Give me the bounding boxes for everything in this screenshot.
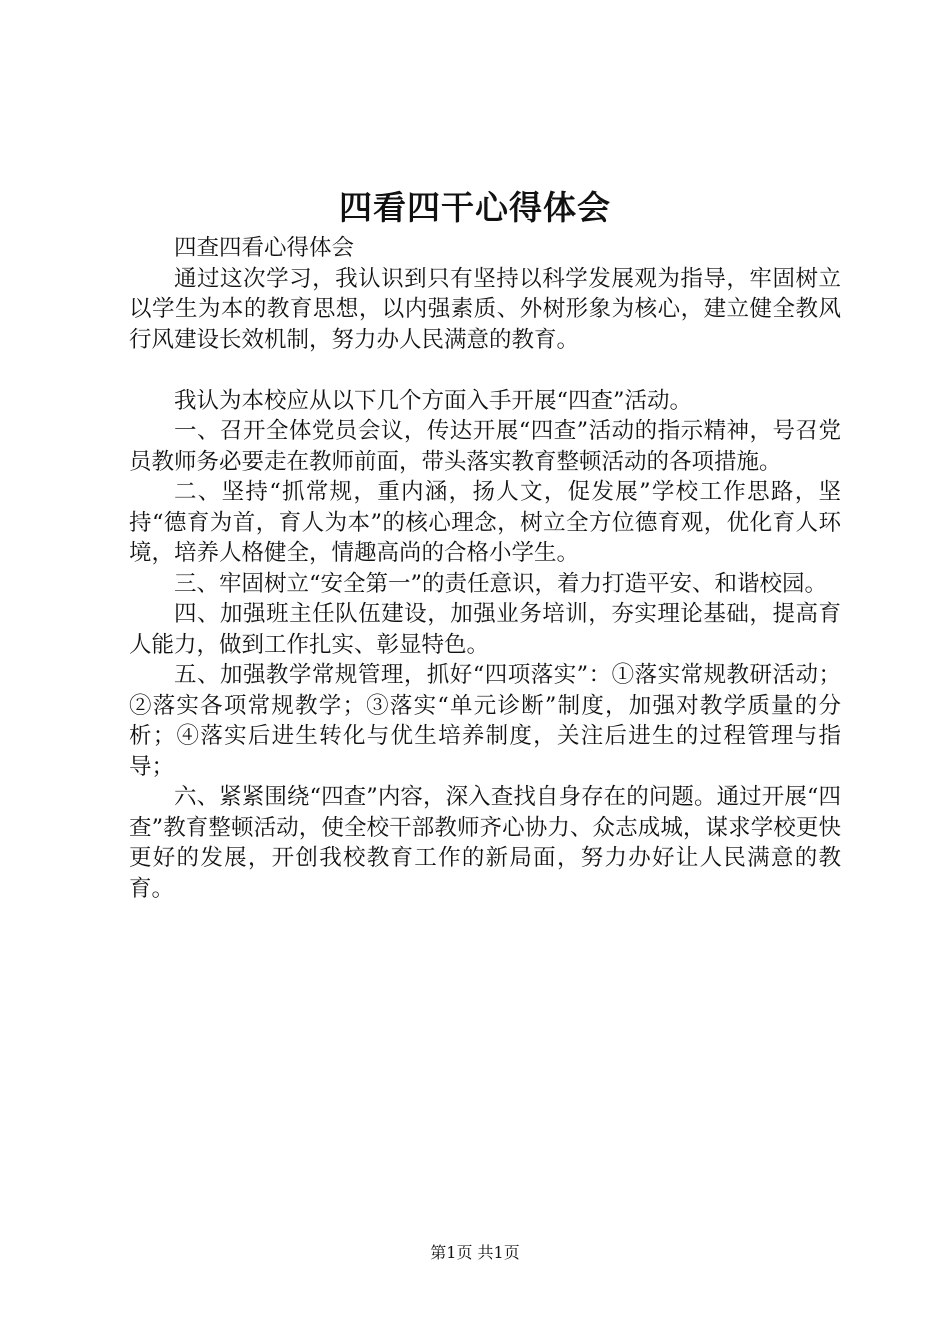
point-one-paragraph: 一、召开全体党员会议，传达开展“四查”活动的指示精神，号召党员教师务必要走在教师前面，带头落实教育整顿活动的各项措施。 — [129, 418, 841, 475]
point-four-paragraph: 四、加强班主任队伍建设，加强业务培训，夯实理论基础，提高育人能力，做到工作扎实、彰显特色。 — [129, 601, 841, 658]
point-three-paragraph: 三、牢固树立“安全第一”的责任意识，着力打造平安、和谐校园。 — [174, 570, 828, 597]
point-five-paragraph: 五、加强教学常规管理，抓好“四项落实”：①落实常规教研活动；②落实各项常规教学；③落实“单元诊断”制度，加强对教学质量的分析；④落实后进生转化与优生培养制度，关注后进生的过程管理与指导； — [129, 662, 841, 780]
intro-paragraph: 通过这次学习，我认识到只有坚持以科学发展观为指导，牢固树立以学生为本的教育思想，以内强素质、外树形象为核心，建立健全教风行风建设长效机制，努力办人民满意的教育。 — [129, 265, 841, 353]
document-body — [129, 233, 841, 904]
point-six-paragraph: 六、紧紧围绕“四查”内容，深入查找自身存在的问题。通过开展“四查”教育整顿活动，使全校干部教师齐心协力、众志成城，谋求学校更快更好的发展，开创我校教育工作的新局面，努力办好让人民满意的教育。 — [129, 784, 841, 902]
page-number-footer: 第1页 共1页 — [430, 1243, 520, 1262]
document-title: 四看四干心得体会 — [339, 188, 611, 227]
subtitle-paragraph: 四查四看心得体会 — [174, 235, 355, 261]
lead-paragraph: 我认为本校应从以下几个方面入手开展“四查”活动。 — [174, 387, 693, 414]
paragraph-spacer — [129, 355, 841, 386]
point-two-paragraph: 二、坚持“抓常规，重内涵，扬人文，促发展”学校工作思路，坚持“德育为首，育人为本”的核心理念，树立全方位德育观，优化育人环境，培养人格健全，情趣高尚的合格小学生。 — [129, 479, 841, 566]
